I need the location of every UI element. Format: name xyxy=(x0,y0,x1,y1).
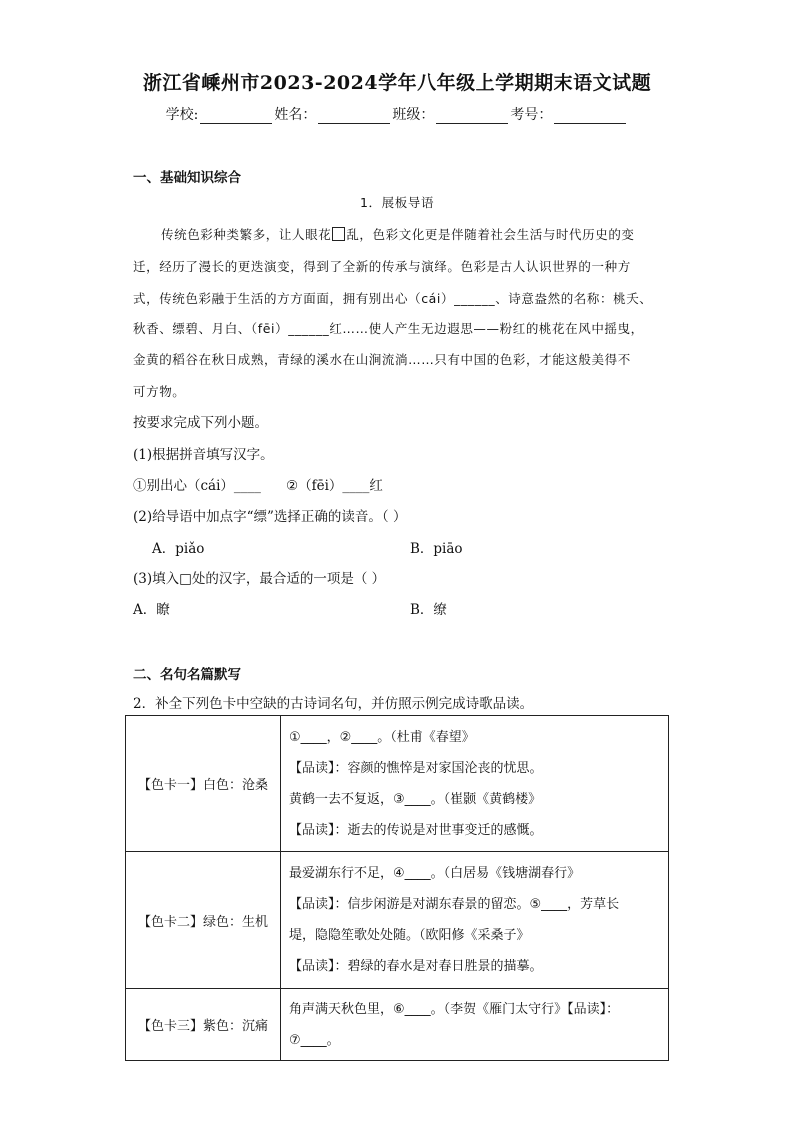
card-line: ①____，②____。（杜甫《春望》 xyxy=(289,729,475,745)
section1-heading: 一、基础知识综合 xyxy=(133,170,241,186)
question-2-main: 2．补全下列色卡中空缺的古诗词名句，并仿照示例完成诗歌品读。 xyxy=(133,696,534,712)
question-3: (3)填入□处的汉字，最合适的一项是（ ） xyxy=(133,571,386,587)
class-label: 班级： xyxy=(392,107,435,123)
card-label: 【色卡一】白色：沧桑 xyxy=(126,716,281,852)
question-2: (2)给导语中加点字“缥”选择正确的读音。（ ） xyxy=(133,509,407,525)
question-2-option-a: A．piǎo xyxy=(152,541,205,557)
card-label: 【色卡二】绿色：生机 xyxy=(126,852,281,989)
question-1: (1)根据拼音填写汉字。 xyxy=(133,447,274,463)
number-label: 考号： xyxy=(510,107,553,123)
card-label: 【色卡三】紫色：沉痛 xyxy=(126,989,281,1061)
question-2-option-b: B．piāo xyxy=(410,541,463,557)
passage-line-5: 金黄的稻谷在秋日成熟，青绿的溪水在山涧流淌……只有中国的色彩，才能这般美得不 xyxy=(133,352,631,367)
number-blank xyxy=(554,109,626,124)
passage-line-6: 可方物。 xyxy=(133,384,186,399)
card-line: 【品读】：逝去的传说是对世事变迁的感慨。 xyxy=(289,822,543,838)
page-title: 浙江省嵊州市2023-2024学年八年级上学期期末语文试题 xyxy=(142,72,652,94)
color-card-table xyxy=(125,715,669,1061)
card-content xyxy=(281,716,669,852)
blank-box xyxy=(332,227,345,241)
section2-heading: 二、名句名篇默写 xyxy=(133,667,241,683)
instruction: 按要求完成下列小题。 xyxy=(133,415,268,431)
card-line: 堤，隐隐笙歌处处随。（欧阳修《采桑子》 xyxy=(289,928,530,943)
card-line: 角声满天秋色里，⑥____。（李贺《雁门太守行》【品读】： xyxy=(289,1001,620,1017)
passage-line-4: 秋香、缥碧、月白、（fēi）______红……使人产生无边遐思——粉红的桃花在风中摇曳， xyxy=(133,321,644,336)
card-content xyxy=(281,852,669,989)
card-line: 【品读】：碧绿的春水是对春日胜景的描摹。 xyxy=(289,959,543,974)
passage-line-2: 迁，经历了漫长的更迭演变，得到了全新的传承与演绎。色彩是古人认识世界的一种方 xyxy=(133,259,631,274)
card-line: 【品读】：信步闲游是对湖东春景的留恋。⑤____，芳草长 xyxy=(289,897,620,912)
question-3-option-a: A．瞭 xyxy=(133,602,170,618)
question-3-option-b: B．缭 xyxy=(410,602,447,618)
class-blank xyxy=(436,109,508,124)
color-card-row xyxy=(126,989,669,1061)
passage-line-1 xyxy=(161,225,635,243)
name-blank xyxy=(318,109,390,124)
question-1-part-a: ①别出心（cái）____ xyxy=(133,478,261,494)
card-line: ⑦____。 xyxy=(289,1032,340,1048)
passage-title: 1．展板导语 xyxy=(360,195,435,210)
passage-text: 乱，色彩文化更是伴随着社会生活与时代历史的变 xyxy=(346,227,635,242)
color-card-row xyxy=(126,716,669,852)
card-line: 最爱湖东行不足，④____。（白居易《钱塘湖春行》 xyxy=(289,866,581,881)
question-1-part-b: ②（fēi）____红 xyxy=(286,478,383,494)
school-label: 学校: xyxy=(165,107,199,123)
color-card-row xyxy=(126,852,669,989)
student-info-line xyxy=(0,104,794,124)
name-label: 姓名： xyxy=(274,107,317,123)
card-line: 【品读】：容颜的憔悴是对家国沦丧的忧思。 xyxy=(289,760,543,776)
school-blank xyxy=(200,109,272,124)
passage-text: 传统色彩种类繁多，让人眼花 xyxy=(161,227,332,242)
card-content xyxy=(281,989,669,1061)
passage-line-3: 式，传统色彩融于生活的方方面面，拥有别出心（cái）______、诗意盎然的名称：桃夭、 xyxy=(133,291,653,306)
card-line: 黄鹤一去不复返，③____。（崔颢《黄鹤楼》 xyxy=(289,791,542,807)
